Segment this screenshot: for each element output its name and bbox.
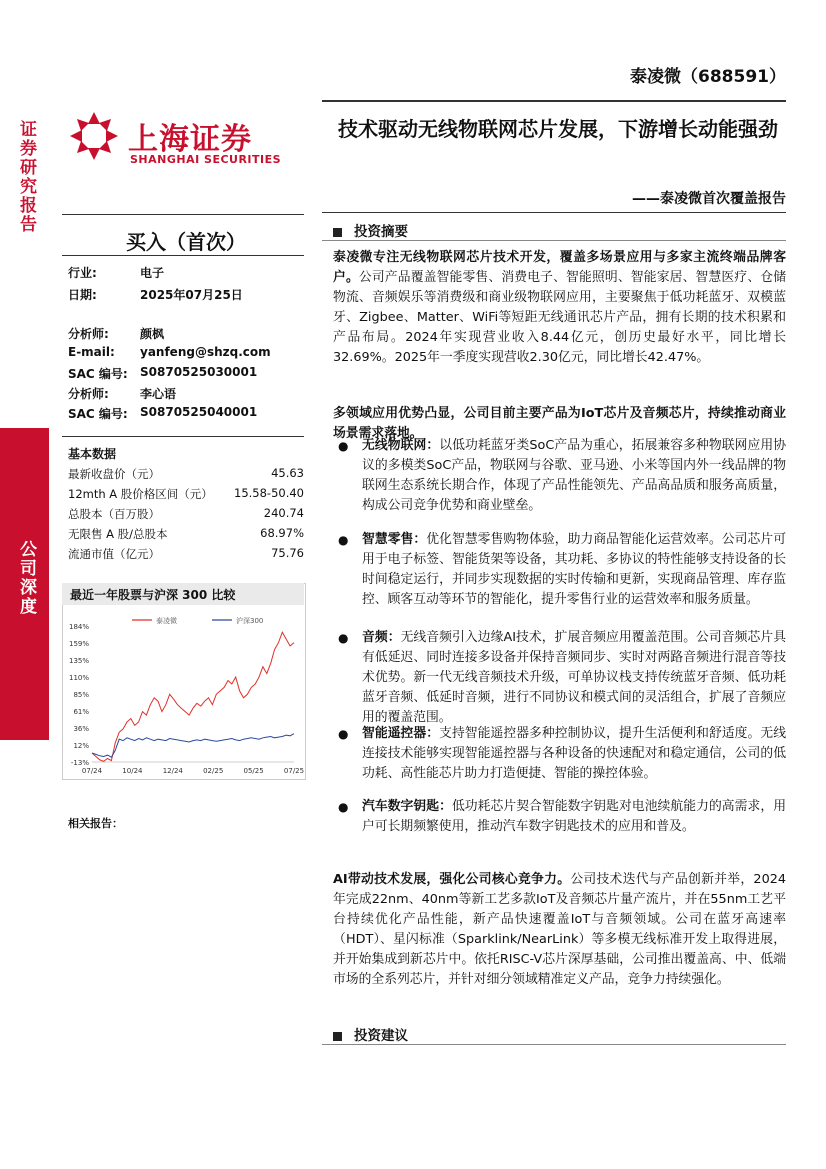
summary-paragraph-3 [333, 870, 786, 990]
section-title: 投资建议 [354, 1028, 408, 1044]
bullet-dot-icon: ● [338, 533, 349, 547]
basic-data-key: 总股本（百万股） [68, 507, 160, 521]
basic-data-title: 基本数据 [68, 447, 117, 461]
legend-label: 泰凌微 [156, 617, 177, 625]
analyst-key: E-mail: [68, 345, 115, 359]
paragraph-lead: AI带动技术发展，强化公司核心竞争力。 [333, 872, 571, 887]
stock-comparison-chart [62, 606, 304, 778]
legend-label: 沪深300 [236, 617, 264, 625]
analyst-row [68, 325, 304, 341]
analyst-value: 李心语 [140, 387, 177, 401]
bullet-dot-icon: ● [338, 800, 349, 814]
section-title: 投资摘要 [354, 224, 408, 240]
x-tick-label: 12/24 [162, 767, 183, 775]
x-tick-label: 10/24 [122, 767, 143, 775]
basic-data-key: 12mth A 股价格区间（元） [68, 487, 213, 501]
advice-divider [322, 1044, 786, 1045]
y-tick-label: 85% [73, 691, 89, 699]
y-tick-label: -13% [70, 759, 89, 767]
analyst-sac-row [68, 365, 304, 381]
y-tick-label: 36% [73, 725, 89, 733]
basic-data-value: 45.63 [271, 466, 304, 480]
basic-data-row [68, 506, 304, 522]
analyst-key: SAC 编号: [68, 367, 128, 381]
stock-chart-title: 最近一年股票与沪深 300 比较 [70, 588, 236, 602]
report-subtitle: ——泰凌微首次覆盖报告 [632, 191, 786, 207]
title-divider [322, 212, 786, 213]
basic-data-row [68, 486, 304, 502]
analyst-value: S0870525030001 [140, 365, 258, 379]
bullet-text [362, 436, 786, 516]
stock-chart-header [62, 583, 304, 605]
summary-divider [322, 240, 786, 241]
bullet-body: 支持智能遥控器多种控制协议，提升生活便利和舒适度。无线连接技术能够实现智能遥控器与各种设备的快速配对和稳定通信，公司的低功耗、高性能芯片助力打造便捷、智能的操控体验。 [362, 726, 787, 781]
square-bullet-icon [333, 1032, 342, 1041]
summary-paragraph-1 [333, 248, 786, 368]
bullet-text [362, 724, 786, 784]
analyst-value: 颜枫 [140, 327, 165, 341]
basic-data-value: 15.58-50.40 [234, 486, 304, 500]
basic-data-value: 75.76 [271, 546, 304, 560]
y-tick-label: 159% [68, 640, 89, 648]
shanghai-securities-logo-icon [68, 110, 120, 162]
bullet-lead: 汽车数字钥匙： [362, 799, 452, 814]
rating-label: 买入（首次） [126, 230, 246, 254]
paragraph-body: 公司技术迭代与产品创新并举，2024年完成22nm、40nm等新工艺多款IoT及音频芯片量产流片，并在55nm工艺平台持续优化产品性能，新产品快速覆盖IoT与音频领域。公司在蓝牙高速率（HDT）、星闪标准（Sparklink/NearLink）等多模无线标准开发上取得进展，并开始集成到新芯片中。依托RISC-V芯片深厚基础，公司推出覆盖高、中、低端市场的全系列芯片，并针对细分领域精准定义产品，竞争力持续强化。 [333, 872, 786, 987]
paragraph-lead: 泰凌微专注无线物联网芯片技术开发，覆盖多场景应用与多家主流终端品牌客户。 [333, 250, 786, 285]
bullet-item [338, 797, 786, 857]
info-value: 2025年07月25日 [140, 288, 243, 302]
y-tick-label: 135% [68, 657, 89, 665]
investment-summary-heading [333, 220, 408, 240]
y-tick-label: 61% [73, 708, 89, 716]
bullet-item [338, 436, 786, 536]
bullet-item [338, 724, 786, 804]
basic-data-key: 流通市值（亿元） [68, 547, 160, 561]
bullet-item [338, 530, 786, 630]
analyst-row [68, 385, 304, 401]
bullet-lead: 无线物联网： [362, 438, 440, 453]
bullet-body: 以低功耗蓝牙类SoC产品为重心，拓展兼容多种物联网应用协议的多模类SoC产品，物联网与谷歌、亚马逊、小米等国内外一线品牌的物联网生态系统长期合作，体现了产品性能领先、产品高品质和服务高质量，构成公司竞争优势和商业壁垒。 [362, 438, 787, 513]
info-key: 行业: [68, 266, 97, 280]
logo-english-name: SHANGHAI SECURITIES [130, 153, 282, 166]
basic-data-row [68, 526, 304, 542]
series-line-index [92, 734, 294, 758]
info-row-date [68, 286, 304, 302]
bullet-body: 低功耗芯片契合智能数字钥匙对电池续航能力的高需求，用户可长期频繁使用，推动汽车数字钥匙技术的应用和普及。 [362, 799, 787, 834]
bullet-lead: 智能遥控器： [362, 726, 440, 741]
paragraph-lead: 多领域应用优势凸显，公司目前主要产品为IoT芯片及音频芯片，持续推动商业场景需求落地。 [333, 406, 786, 441]
basic-data-value: 68.97% [260, 526, 304, 540]
basic-data-row [68, 466, 304, 482]
series-line-stock [92, 632, 294, 761]
analyst-sac-row [68, 405, 304, 421]
investment-advice-heading [333, 1024, 408, 1044]
bullet-body: 无线音频引入边缘AI技术，扩展音频应用覆盖范围。公司音频芯片具有低延迟、同时连接多设备并保持音频同步、实时对两路音频进行混音等技术优势。新一代无线音频技术升级，可单协议栈支持传统蓝牙音频、低功耗蓝牙音频、低延时音频，进行不同协议和模式间的灵活组合，扩展了音频应用的覆盖范围。 [362, 630, 786, 725]
bullet-dot-icon: ● [338, 727, 349, 741]
y-tick-label: 110% [68, 674, 89, 682]
basic-data-divider [62, 436, 304, 437]
square-bullet-icon [333, 228, 342, 237]
rating-bottom-divider [62, 255, 304, 256]
bullet-body: 优化智慧零售购物体验，助力商品智能化运营效率。公司芯片可用于电子标签、智能货架等设备，其功耗、多协议的特性能够支持设备的长时间稳定运行，并同步实现数据的实时传输和更新，实现商品管理、库存监控、顾客互动等环节的智能化，提升零售行业的运营效率和服务质量。 [362, 532, 787, 607]
x-tick-label: 02/25 [203, 767, 224, 775]
bullet-text [362, 797, 786, 837]
rating-top-divider [62, 214, 304, 215]
info-value: 电子 [140, 266, 165, 280]
analyst-value: S0870525040001 [140, 405, 258, 419]
analyst-email[interactable]: yanfeng@shzq.com [140, 345, 271, 359]
analyst-key: 分析师: [68, 327, 109, 341]
logo-chinese-name: 上海证券 [128, 122, 252, 157]
analyst-email-row [68, 345, 304, 361]
header-divider [322, 100, 786, 102]
info-row-industry [68, 264, 304, 280]
bullet-item [338, 628, 786, 728]
x-tick-label: 07/24 [81, 767, 103, 775]
basic-data-value: 240.74 [263, 506, 304, 520]
bullet-text [362, 628, 786, 728]
x-tick-label: 05/25 [243, 767, 264, 775]
y-tick-label: 12% [73, 742, 89, 750]
report-category-label: 公司深度 [16, 540, 36, 616]
info-key: 日期: [68, 288, 97, 302]
y-tick-label: 184% [68, 623, 89, 631]
bullet-lead: 智慧零售： [362, 532, 427, 547]
bullet-dot-icon: ● [338, 439, 349, 453]
x-tick-label: 07/25 [283, 767, 304, 775]
bullet-lead: 音频： [362, 630, 401, 645]
stock-ticker: 泰凌微（688591） [630, 67, 786, 87]
related-reports-label: 相关报告： [68, 817, 123, 830]
basic-data-key: 最新收盘价（元） [68, 467, 160, 481]
bullet-dot-icon: ● [338, 631, 349, 645]
analyst-key: 分析师: [68, 387, 109, 401]
paragraph-body: 公司产品覆盖智能零售、消费电子、智能照明、智能家居、智慧医疗、仓储物流、音频娱乐等消费级和商业级物联网应用，主要聚焦于低功耗蓝牙、双模蓝牙、Zigbee、Matter、WiFi等短距无线通讯芯片产品，拥有长期的技术积累和产品布局。2024年实现营业收入8.44亿元，创历史最好水平，同比增长32.69%。2025年一季度实现营收2.30亿元，同比增长42.47%。 [333, 270, 787, 365]
basic-data-row [68, 546, 304, 562]
basic-data-key: 无限售 A 股/总股本 [68, 527, 168, 541]
analyst-key: SAC 编号: [68, 407, 128, 421]
bullet-text [362, 530, 786, 610]
report-title: 技术驱动无线物联网芯片发展，下游增长动能强劲 [338, 117, 778, 141]
report-type-label: 证券研究报告 [16, 120, 36, 234]
